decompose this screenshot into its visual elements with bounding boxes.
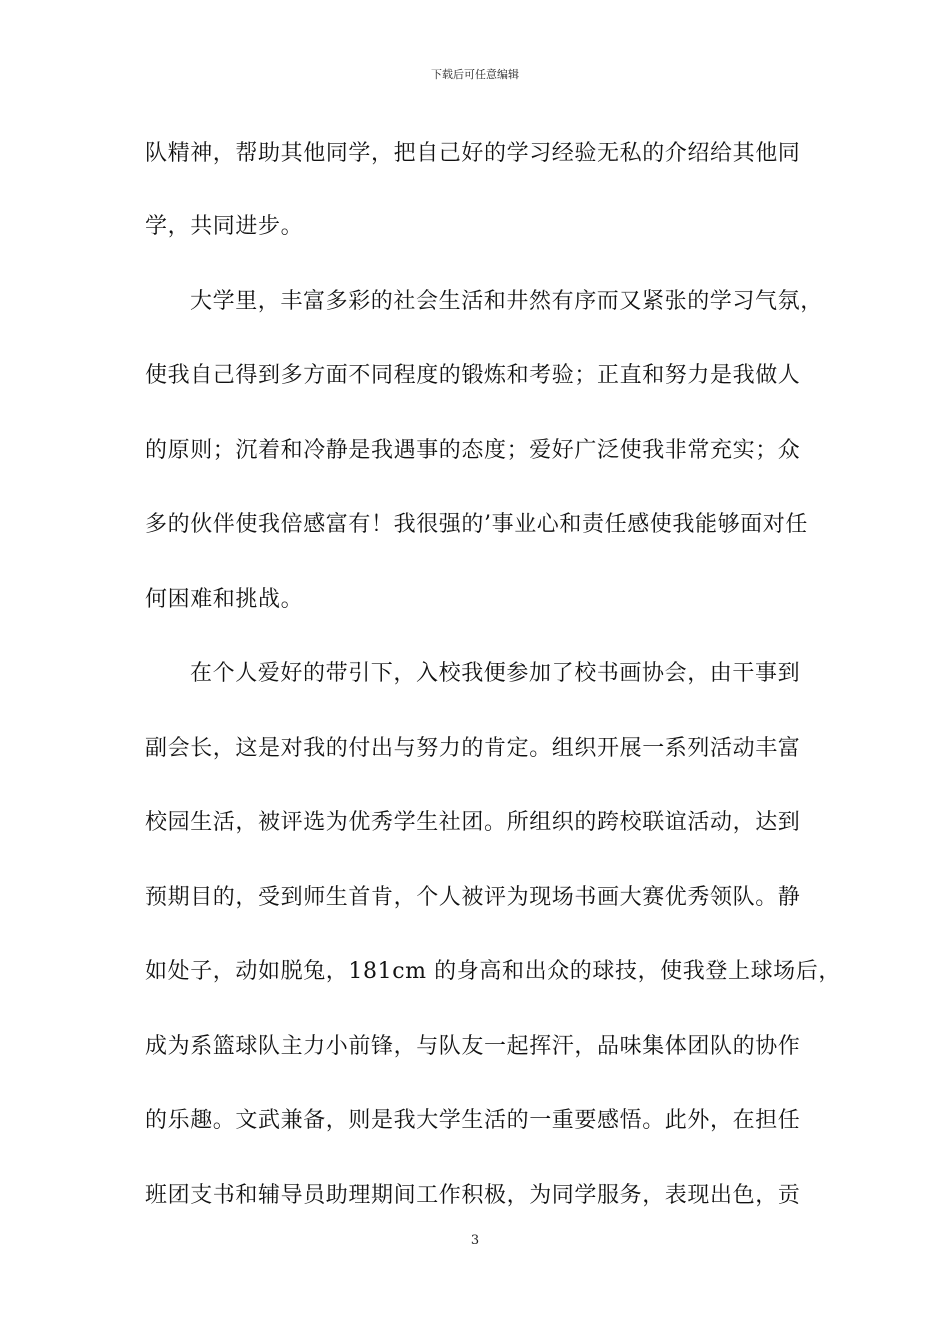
paragraph-start-line: 在个人爱好的带引下，入校我便参加了校书画协会，由干事到 bbox=[190, 661, 801, 686]
text-line: 的乐趣。文武兼备，则是我大学生活的一重要感悟。此外，在担任 bbox=[145, 1108, 801, 1133]
text-line: 预期目的，受到师生首肯，个人被评为现场书画大赛优秀领队。静 bbox=[145, 885, 801, 910]
text-line: 学，共同进步。 bbox=[145, 214, 304, 239]
text-line: 副会长，这是对我的付出与努力的肯定。组织开展一系列活动丰富 bbox=[145, 736, 801, 761]
text-line: 队精神，帮助其他同学，把自己好的学习经验无私的介绍给其他同 bbox=[145, 141, 801, 166]
text-line: 的原则；沉着和冷静是我遇事的态度；爱好广泛使我非常充实；众 bbox=[145, 438, 801, 463]
page-header-note: 下载后可任意编辑 bbox=[431, 68, 519, 81]
text-line: 校园生活，被评选为优秀学生社团。所组织的跨校联谊活动，达到 bbox=[145, 810, 801, 835]
text-line: 何困难和挑战。 bbox=[145, 587, 304, 612]
text-line: 多的伙伴使我倍感富有！我很强的’事业心和责任感使我能够面对任 bbox=[145, 512, 808, 537]
text-line: 使我自己得到多方面不同程度的锻炼和考验；正直和努力是我做人 bbox=[145, 363, 801, 388]
paragraph-start-line: 大学里，丰富多彩的社会生活和井然有序而又紧张的学习气氛， bbox=[190, 289, 823, 314]
text-line: 班团支书和辅导员助理期间工作积极，为同学服务，表现出色，贡 bbox=[145, 1183, 801, 1208]
page-number: 3 bbox=[470, 1233, 480, 1248]
text-line: 成为系篮球队主力小前锋，与队友一起挥汗，品味集体团队的协作 bbox=[145, 1034, 801, 1059]
text-line: 如处子，动如脱兔，181cm 的身高和出众的球技，使我登上球场后， bbox=[145, 959, 841, 984]
